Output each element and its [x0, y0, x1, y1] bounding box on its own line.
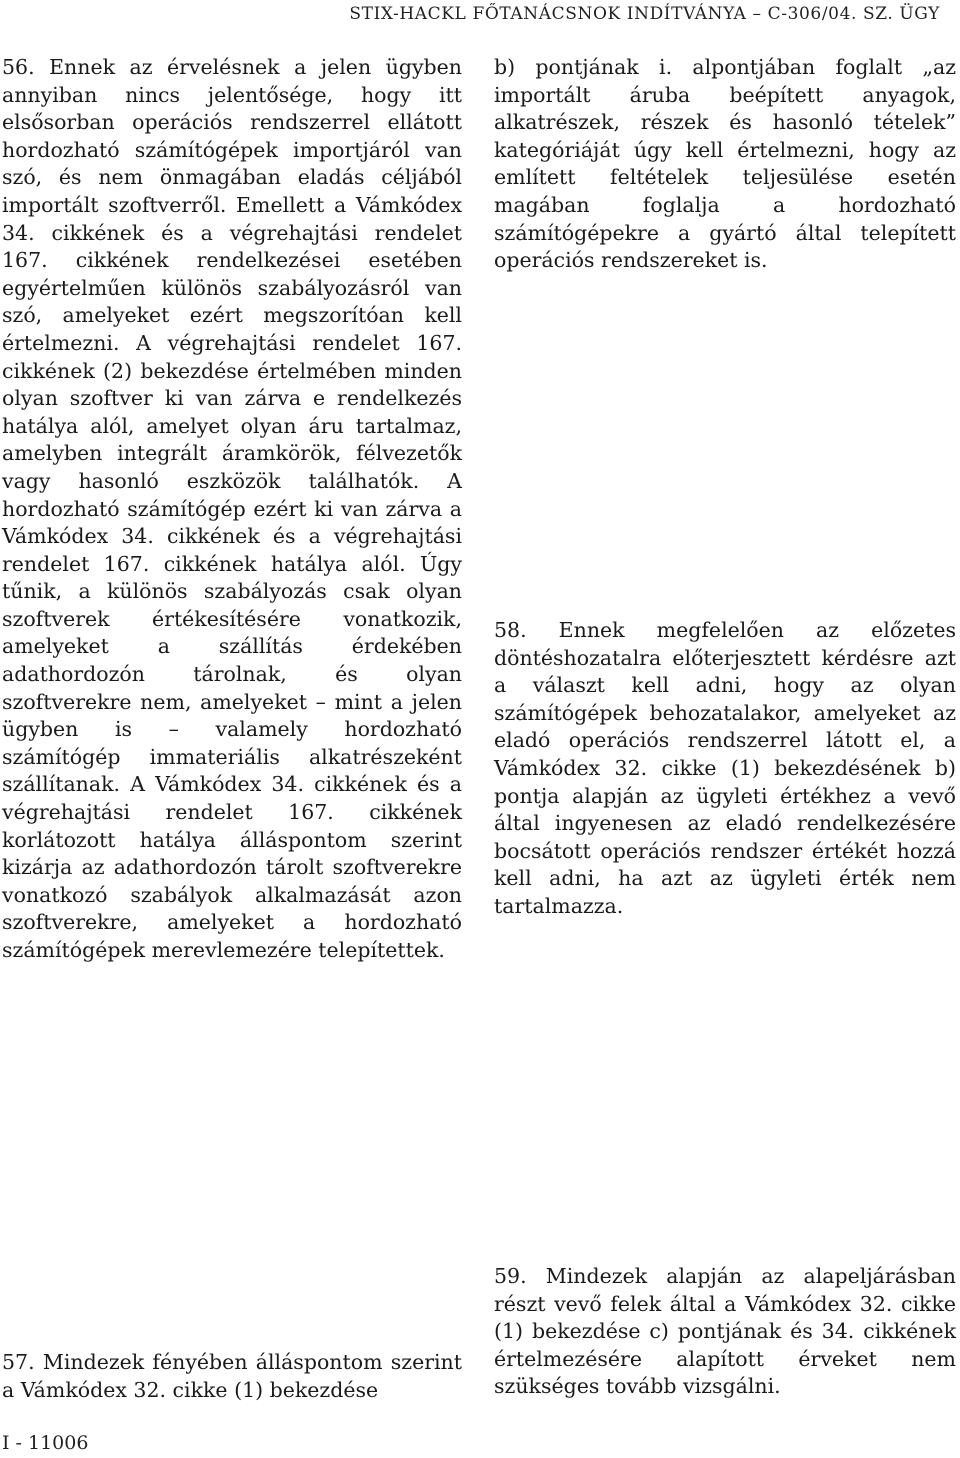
paragraph-59: 59. Mindezek alapján az alapeljárásban részt vevő felek által a Vámkódex 32. cikke (1) bekezdése c) pontjának és 34. cikkének értelmezésére alapított érveket nem szükséges tovább vizsgálni. — [494, 1264, 956, 1399]
right-column-bottom — [494, 1263, 956, 1401]
right-column-middle — [494, 617, 956, 921]
paragraph-56: 56. Ennek az érvelésnek a jelen ügyben annyiban nincs jelentősége, hogy itt elsősorban operációs rendszerrel ellátott hordozható számítógépek importjáról van szó, és nem önmagában eladás céljából importált szoftverről. Emellett a Vámkódex 34. cikkének és a végrehajtási rendelet 167. cikkének rendelkezései esetében egyértelműen különös szabályozásról van szó, amelyeket ezért megszorítóan kell értelmezni. A végrehajtási rendelet 167. cikkének (2) bekezdése értelmében minden olyan szoftver ki van zárva e rendelkezés hatálya alól, amelyet olyan áru tartalmaz, amelyben integrált áramkörök, félvezetők vagy hasonló eszközök találhatók. A hordozható számítógép ezért ki van zárva a Vámkódex 34. cikkének és a végrehajtási rendelet 167. cikkének hatálya alól. Úgy tűnik, a különös szabályozás csak olyan szoftverek értékesítésére vonatkozik, amelyeket a szállítás érdekében adathordozón tárolnak, és olyan szoftverekre nem, amelyeket – mint a jelen ügyben is – valamely hordozható számítógép immateriális alkatrészeként szállítanak. A Vámkódex 34. cikkének és a végrehajtási rendelet 167. cikkének korlátozott hatálya álláspontom szerint kizárja az adathordozón tárolt szoftverekre vonatkozó szabályok alkalmazását azon szoftverekre, amelyeket a hordozható számítógépek merevlemezére telepítettek. — [2, 55, 462, 962]
right-column-top — [494, 54, 956, 275]
page-number: I - 11006 — [2, 1432, 89, 1454]
paragraph-57: 57. Mindezek fényében álláspontom szerint a Vámkódex 32. cikke (1) bekezdése — [2, 1350, 462, 1402]
paragraph-57-continuation: b) pontjának i. alpontjában foglalt „az importált áruba beépített anyagok, alkatrészek, részek és hasonló tételek” kategóriáját úgy kell értelmezni, hogy az említett feltételek teljesülése esetén magában foglalja a hordozható számítógépekre a gyártó által telepített operációs rendszereket is. — [494, 55, 956, 273]
running-header: STIX-HACKL FŐTANÁCSNOK INDÍTVÁNYA – C-306/04. SZ. ÜGY — [349, 4, 940, 24]
paragraph-58: 58. Ennek megfelelően az előzetes döntéshozatalra előterjesztett kérdésre azt a választ kell adni, hogy az olyan számítógépek behozatalakor, amelyeket az eladó operációs rendszerrel látott el, a Vámkódex 32. cikke (1) bekezdésének b) pontja alapján az ügyleti értékhez a vevő által ingyenesen az eladó rendelkezésére bocsátott operációs rendszer értékét hozzá kell adni, ha azt az ügyleti érték nem tartalmazza. — [494, 618, 956, 918]
left-column-bottom — [2, 1349, 462, 1404]
left-column-top — [2, 54, 462, 965]
